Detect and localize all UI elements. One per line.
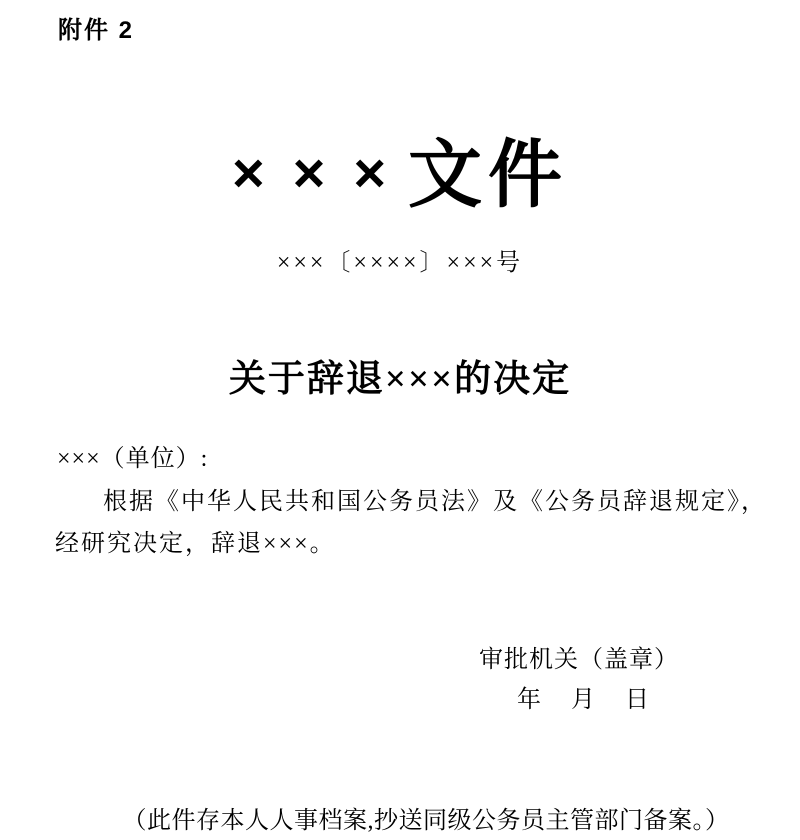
footer-archive-note: （此件存本人人事档案,抄送同级公务员主管部门备案。） — [122, 808, 730, 834]
title-doc-word: 文件 — [408, 135, 569, 217]
decision-heading: 关于辞退×××的决定 — [228, 359, 572, 400]
document-title — [0, 126, 800, 226]
salutation-line: ×××（单位）: — [57, 446, 209, 472]
signature-authority: 审批机关（盖章） — [479, 647, 679, 673]
title-org-placeholder: ××× — [231, 140, 415, 204]
body-paragraph-line-2: 经研究决定，辞退×××。 — [55, 531, 336, 557]
body-paragraph-line-1: 根据《中华人民共和国公务员法》及《公务员辞退规定》， — [103, 489, 767, 515]
signature-date-line: 年 月 日 — [517, 687, 652, 713]
document-number: ×××〔××××〕×××号 — [276, 250, 524, 276]
attachment-label: 附件 2 — [58, 17, 135, 44]
